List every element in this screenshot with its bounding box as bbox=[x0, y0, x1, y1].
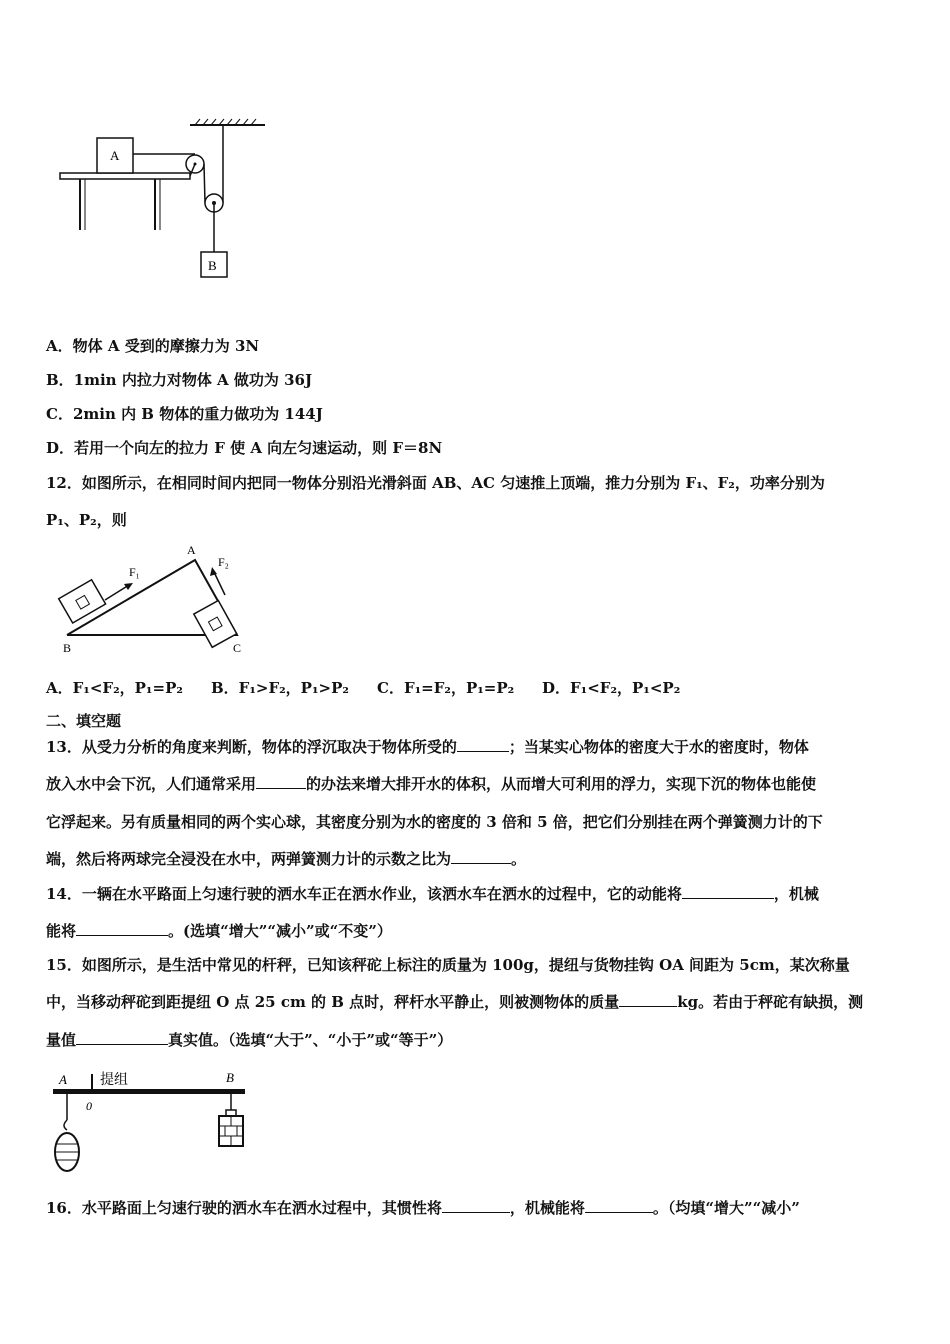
q15-blank-1[interactable] bbox=[619, 992, 677, 1007]
q13-line1: 13．从受力分析的角度来判断，物体的浮沉取决于物体所受的 ；当某实心物体的密度大于水的密度时，物体 bbox=[46, 738, 809, 756]
q14-line1: 14．一辆在水平路面上匀速行驶的洒水车正在洒水作业，该洒水车在洒水的过程中，它的动能将 ，机械 bbox=[46, 885, 819, 903]
section-title: 二、填空题 bbox=[46, 712, 122, 730]
q12-stem-line1: 12．如图所示，在相同时间内把同一物体分别沿光滑斜面 AB、AC 匀速推上顶端，推力分别为 F₁、F₂，功率分别为 bbox=[46, 474, 825, 492]
label-a: A bbox=[59, 1072, 67, 1087]
q15-line3: 量值 真实值。（选填“大于”、“小于”或“等于”） bbox=[46, 1031, 453, 1049]
q13-line3: 它浮起来。另有质量相同的两个实心球，其密度分别为水的密度的 3 倍和 5 倍，把它们分别挂在两个弹簧测力计的下 bbox=[46, 813, 823, 831]
q16-blank-2[interactable] bbox=[585, 1198, 653, 1213]
steelyard-figure bbox=[45, 1062, 260, 1187]
label-f1: F₁ bbox=[129, 565, 140, 579]
q15-blank-2[interactable] bbox=[76, 1030, 168, 1045]
q16-blank-1[interactable] bbox=[442, 1198, 510, 1213]
q13-line2: 放入水中会下沉，人们通常采用 的办法来增大排开水的体积，从而增大可利用的浮力，实现下沉的物体也能使 bbox=[46, 775, 817, 793]
q12-option-a: A．F₁<F₂，P₁=P₂ bbox=[46, 679, 183, 697]
q12-option-d: D．F₁<F₂，P₁<P₂ bbox=[542, 679, 681, 697]
q12-option-b: B．F₁>F₂，P₁>P₂ bbox=[211, 679, 349, 697]
incline-figure bbox=[45, 540, 260, 660]
q13-blank-3[interactable] bbox=[451, 849, 511, 864]
figure-label-a: A bbox=[110, 148, 120, 163]
q13-blank-1[interactable] bbox=[457, 737, 509, 752]
q14-blank-1[interactable] bbox=[682, 884, 774, 899]
q12-stem-line2: P₁、P₂，则 bbox=[46, 511, 127, 529]
q15-line1: 15．如图所示，是生活中常见的杆秤，已知该秤砣上标注的质量为 100g，提纽与货物挂钩 OA 间距为 5cm，某次称量 bbox=[46, 956, 850, 974]
q11-option-c: C．2min 内 B 物体的重力做功为 144J bbox=[46, 405, 323, 423]
label-a: A bbox=[187, 543, 196, 557]
figure-label-b: B bbox=[208, 258, 217, 273]
pulley-figure bbox=[55, 110, 270, 285]
label-b: B bbox=[63, 641, 72, 655]
q16-line1: 16．水平路面上匀速行驶的洒水车在洒水过程中，其惯性将 ，机械能将 。（均填“增大”“减小” bbox=[46, 1199, 800, 1217]
q15-line2: 中，当移动秤砣到距提纽 O 点 25 cm 的 B 点时，秤杆水平静止，则被测物体的质量 kg。若由于秤砣有缺损，测 bbox=[46, 993, 864, 1011]
q13-blank-2[interactable] bbox=[256, 774, 306, 789]
q12-option-c: C．F₁=F₂，P₁=P₂ bbox=[377, 679, 515, 697]
label-b: B bbox=[226, 1070, 234, 1085]
label-c: C bbox=[233, 641, 242, 655]
q14-line2: 能将 。(选填“增大”“减小”或“不变”） bbox=[46, 922, 392, 940]
label-knob: 提组 bbox=[100, 1073, 128, 1088]
q13-line4: 端，然后将两球完全浸没在水中，两弹簧测力计的示数之比为 。 bbox=[46, 850, 527, 868]
q11-option-b: B．1min 内拉力对物体 A 做功为 36J bbox=[46, 371, 313, 389]
label-o: 0 bbox=[86, 1099, 92, 1113]
q11-option-d: D．若用一个向左的拉力 F 使 A 向左匀速运动，则 F＝8N bbox=[46, 439, 443, 457]
q14-blank-2[interactable] bbox=[76, 921, 168, 936]
label-f2: F₂ bbox=[218, 555, 229, 569]
q11-option-a: A．物体 A 受到的摩擦力为 3N bbox=[46, 337, 260, 355]
